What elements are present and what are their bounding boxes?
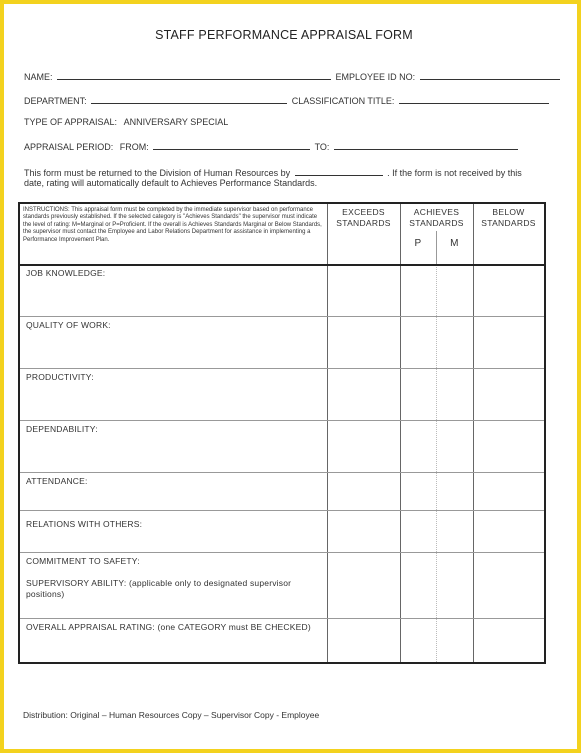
employee-id-label: EMPLOYEE ID NO:	[335, 72, 416, 82]
classification-label: CLASSIFICATION TITLE:	[291, 96, 395, 106]
col-below-line-1: BELOW	[492, 207, 525, 217]
type-options[interactable]: ANNIVERSARY SPECIAL	[123, 117, 229, 127]
type-row	[24, 117, 228, 127]
row-divider	[20, 420, 544, 421]
type-label: TYPE OF APPRAISAL:	[24, 117, 118, 127]
row-overall: OVERALL APPRAISAL RATING: (one CATEGORY must BE CHECKED)	[26, 622, 311, 632]
col-achieves-line-1: ACHIEVES	[413, 207, 460, 217]
name-row	[24, 70, 562, 82]
instructions-text: INSTRUCTIONS: This appraisal form must be completed by the immediate supervisor based on performance standards previously established. If the selected category is "Achieves Standards" the supervisor must indicate the level of rating: M=Marginal or P=Proficient. If the overall is Achieves Standards Marginal or Below Standards, the supervisor must contact the Employee and Labor Relations Department for assistance in implementing a Performance Improvement Plan.	[23, 207, 322, 243]
col-marginal: M	[450, 238, 459, 249]
divider	[473, 204, 474, 662]
row-supervisory: SUPERVISORY ABILITY: (applicable only to designated supervisor positions)	[26, 578, 292, 599]
distribution-text: Distribution: Original – Human Resources Copy – Supervisor Copy - Employee	[23, 710, 320, 720]
row-relations: RELATIONS WITH OTHERS:	[26, 519, 143, 529]
employee-id-field[interactable]	[420, 70, 560, 80]
row-productivity: PRODUCTIVITY:	[26, 372, 94, 382]
row-divider	[20, 552, 544, 553]
to-label: TO:	[314, 142, 330, 152]
department-row	[24, 94, 551, 106]
col-below	[473, 207, 544, 229]
row-divider	[20, 368, 544, 369]
department-field[interactable]	[91, 94, 287, 104]
row-safety: COMMITMENT TO SAFETY:	[26, 556, 140, 566]
row-attendance: ATTENDANCE:	[26, 476, 88, 486]
classification-field[interactable]	[399, 94, 549, 104]
divider	[400, 204, 401, 662]
return-text-1: This form must be returned to the Division of Human Resources by	[24, 168, 291, 178]
col-exceeds	[327, 207, 400, 229]
col-below-line-2: STANDARDS	[481, 218, 536, 228]
col-exceeds-line-1: EXCEEDS	[342, 207, 385, 217]
row-divider	[20, 618, 544, 619]
divider	[436, 264, 437, 662]
row-quality-of-work: QUALITY OF WORK:	[26, 320, 111, 330]
return-notice-line-1	[24, 166, 522, 178]
rating-table	[18, 202, 546, 664]
row-dependability: DEPENDABILITY:	[26, 424, 98, 434]
department-label: DEPARTMENT:	[24, 96, 87, 106]
header-divider	[20, 264, 544, 266]
col-exceeds-line-2: STANDARDS	[336, 218, 391, 228]
period-row	[24, 140, 520, 152]
col-achieves-line-2: STANDARDS	[409, 218, 464, 228]
form-page	[4, 4, 577, 749]
name-field[interactable]	[57, 70, 331, 80]
to-field[interactable]	[334, 140, 518, 150]
col-achieves	[400, 207, 473, 229]
return-text-2: . If the form is not received by this	[387, 168, 522, 178]
from-label: FROM:	[119, 142, 149, 152]
divider	[327, 204, 328, 662]
row-divider	[20, 316, 544, 317]
row-divider	[20, 510, 544, 511]
col-proficient: P	[414, 238, 422, 249]
row-job-knowledge: JOB KNOWLEDGE:	[26, 268, 106, 278]
row-divider	[20, 472, 544, 473]
name-label: NAME:	[24, 72, 53, 82]
period-label: APPRAISAL PERIOD:	[24, 142, 114, 152]
from-field[interactable]	[153, 140, 310, 150]
return-date-field[interactable]	[295, 166, 383, 176]
return-text-3: date, rating will automatically default to Achieves Performance Standards.	[24, 178, 318, 188]
form-title: STAFF PERFORMANCE APPRAISAL FORM	[155, 28, 413, 42]
